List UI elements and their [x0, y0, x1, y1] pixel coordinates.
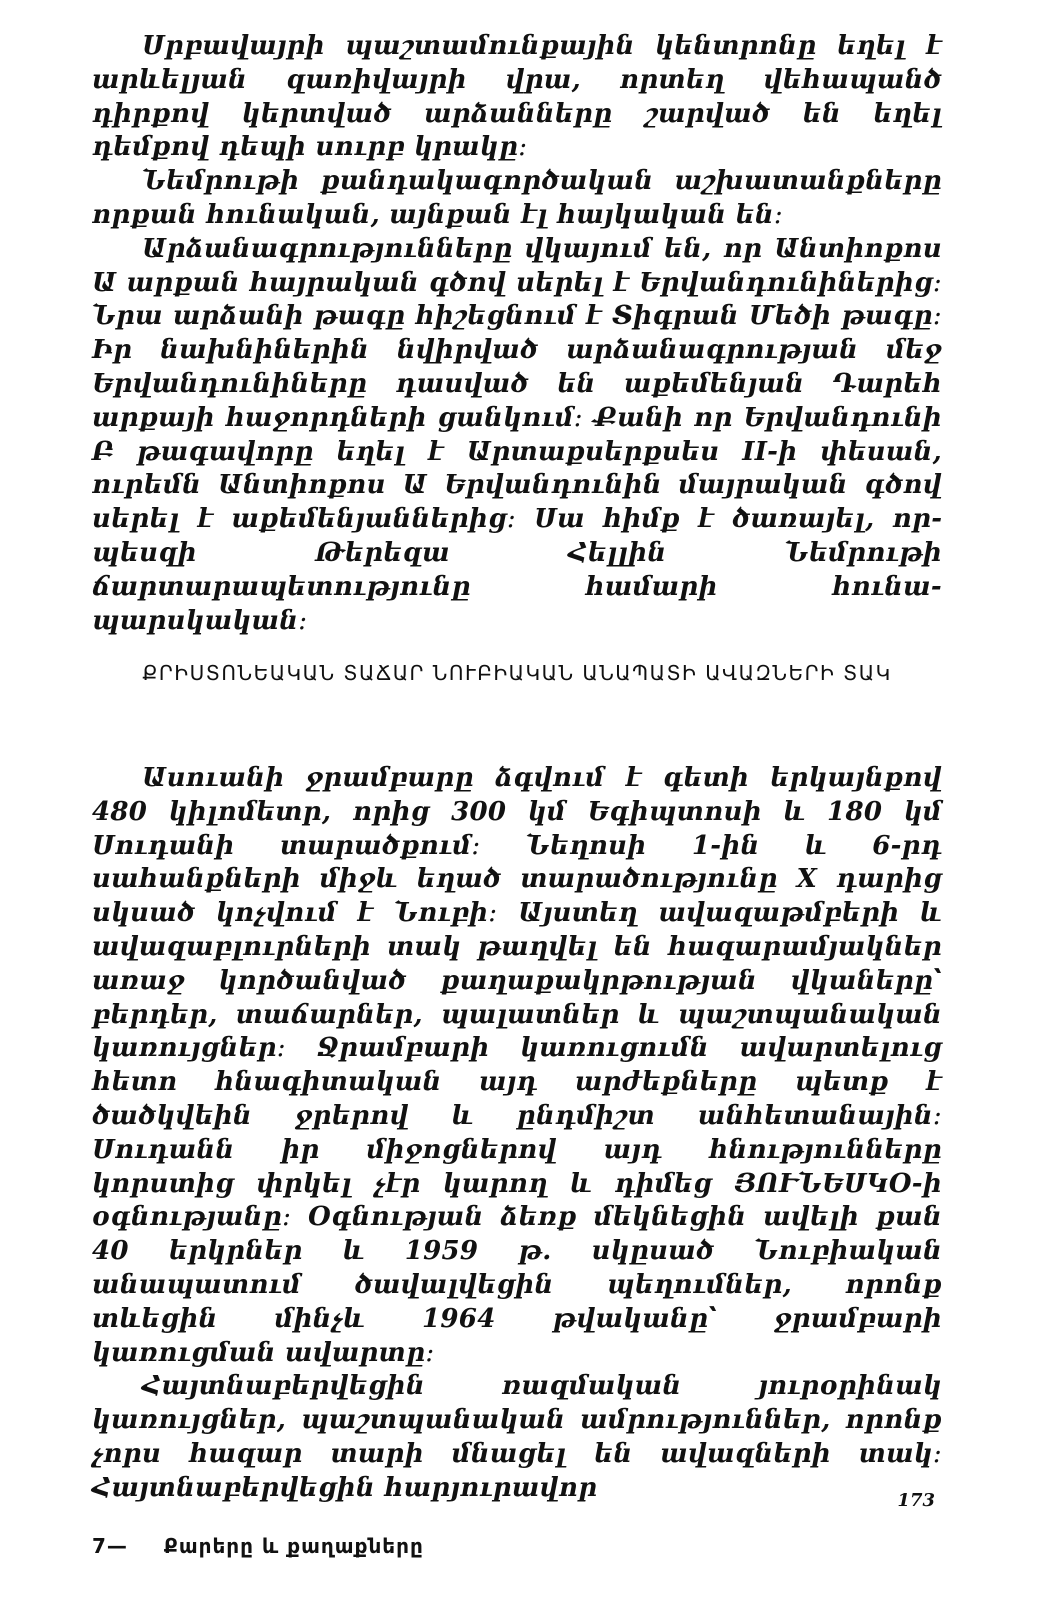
section-heading: ՔՐԻՍՏՈՆԵԱԿԱՆ ՏԱՃԱՐ ՆՈՒԲԻԱԿԱՆ ԱՆԱՊԱՏԻ ԱՎԱԶՆԵՐԻ ՏԱԿ — [142, 661, 892, 685]
paragraph: Սրբավայրի պաշտամունքային կենտրոնը եղել է արևելյան զառիվայրի վրա, որտեղ վեհապանծ դիրքով կերտված արձանները շարված են եղել դեմքով դեպի սուրբ կրակը։ — [92, 31, 942, 163]
paragraph: Նեմրութի քանդակագործական աշխատանքները որքան հունական, այնքան էլ հայկական են։ — [92, 166, 942, 230]
paragraph: Արձանագրությունները վկայում են, որ Անտիոքոս Ա արքան հայրական գծով սերել է Երվանդունիներից։ Նրա արձանի թագը հիշեցնում է Տիգրան Մեծի թագը։ Իր նախնիներին նվիրված արձանագրության մեջ Երվանդունիները դասված են աքեմենյան Դարեհ արքայի հաջորդների ցանկում։ Քանի որ Երվանդունի Բ թագավորը եղել է Արտաքսերքսես II-ի փեսան, ուրեմն Անտիոքոս Ա Երվանդունին մայրական գծով սերել է աքեմենյաններից։ Սա հիմք է ծառայել, որպեսզի Թերեզա Հելլին Նեմրութի ճարտարապետությունը համարի հունա-պարսկական։ — [92, 233, 942, 636]
signature-title: Քարերը և քաղաքները — [163, 1534, 424, 1558]
bottom-text-block — [92, 762, 942, 1506]
top-text-block — [92, 30, 942, 638]
footer-signature — [92, 1534, 424, 1558]
page-number: 173 — [897, 1490, 935, 1511]
paragraph: Հայտնաբերվեցին ռազմական յուրօրինակ կառույցներ, պաշտպանական ամրություններ, որոնք չորս հազար տարի մնացել են ավազների տակ։ Հայտնաբերվեցին հարյուրավոր — [92, 1371, 942, 1503]
signature-number: 7— — [92, 1534, 128, 1558]
paragraph: Ասուանի ջրամբարը ձգվում է գետի երկայնքով 480 կիլոմետր, որից 300 կմ Եգիպտոսի և 180 կմ Սուդանի տարածքում։ Նեղոսի 1-ին և 6-րդ սահանքների միջև եղած տարածությունը X դարից սկսած կոչվում է Նուբի։ Այստեղ ավազաթմբերի և ավազաբլուրների տակ թաղվել են հազարամյակներ առաջ կործանված քաղաքակրթության վկաները՝ բերդեր, տաճարներ, պալատներ և պաշտպանական կառույցներ։ Ջրամբարի կառուցումն ավարտելուց հետո հնագիտական այդ արժեքները պետք է ծածկվեին ջրերով և ընդմիշտ անհետանային։ Սուդանն իր միջոցներով այդ հնությունները կորստից փրկել չէր կարող և դիմեց ՅՈՒՆԵՍԿՕ-ի օգնությանը։ Օգնության ձեռք մեկնեցին ավելի քան 40 երկրներ և 1959 թ. սկըսած Նուբիական անապատում ծավալվեցին պեղումներ, որոնք տևեցին մինչև 1964 թվականը՝ ջրամբարի կառուցման ավարտը։ — [92, 763, 942, 1368]
